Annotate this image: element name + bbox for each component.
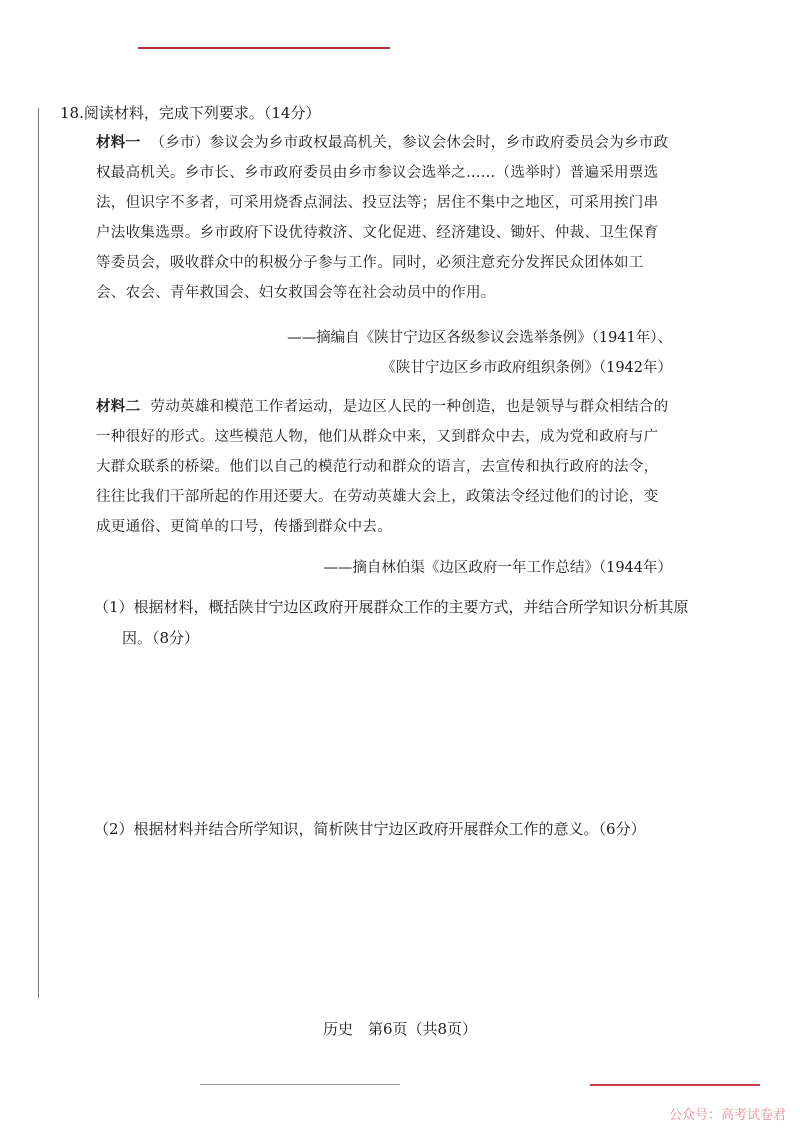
bottom-rule-left [200, 1084, 400, 1085]
sub-question-1 [94, 592, 694, 654]
sub-question-1-line2: 因。（8分） [122, 629, 200, 647]
material-two-text: 劳动英雄和模范工作者运动，是边区人民的一种创造，也是领导与群众相结合的一种很好的形式。这些模范人物，他们从群众中来，又到群众中去，成为党和政府与广大群众联系的桥梁。他们以自己的模范行动和群众的语言，去宣传和执行政府的法令，往往比我们干部所起的作用还要大。在劳动英雄大会上，政策法令经过他们的讨论，变成更通俗、更简单的口号，传播到群众中去。 [96, 399, 669, 535]
material-one-source-line1: ——摘编自《陕甘宁边区各级参议会选举条例》（1941年）、 [287, 330, 672, 346]
material-two-label: 材料二 [96, 398, 141, 415]
bottom-rule-right [590, 1084, 760, 1086]
watermark: 公众号：高考试卷君 [668, 1108, 786, 1123]
page-footer: 历史 第6页（共8页） [322, 1020, 478, 1038]
left-margin-line [38, 108, 39, 998]
material-one-source-line2: 《陕甘宁边区乡市政府组织条例》（1942年） [381, 360, 672, 376]
sub-question-1-line1: （1）根据材料，概括陕甘宁边区政府开展群众工作的主要方式，并结合所学知识分析其原 [94, 598, 689, 616]
top-decorative-rule [138, 47, 390, 49]
question-header: 18.阅读材料，完成下列要求。（14分） [60, 104, 321, 122]
sub-question-2: （2）根据材料并结合所学知识，简析陕甘宁边区政府开展群众工作的意义。（6分） [94, 820, 646, 838]
material-two [96, 392, 672, 542]
material-one-label: 材料一 [96, 134, 141, 151]
material-one-text: （乡市）参议会为乡市政权最高机关，参议会休会时，乡市政府委员会为乡市政权最高机关。乡市长、乡市政府委员由乡市参议会选举之……（选举时）普遍采用票选法，但识字不多者，可采用烧香点洞法、投豆法等；居住不集中之地区，可采用挨门串户法收集选票。乡市政府下设优待救济、文化促进、经济建设、锄奸、仲裁、卫生保育等委员会，吸收群众中的积极分子参与工作。同时，必须注意充分发挥民众团体如工会、农会、青年救国会、妇女救国会等在社会动员中的作用。 [96, 135, 669, 301]
material-one [96, 128, 672, 308]
material-two-source: ——摘自林伯渠《边区政府一年工作总结》（1944年） [323, 560, 672, 576]
